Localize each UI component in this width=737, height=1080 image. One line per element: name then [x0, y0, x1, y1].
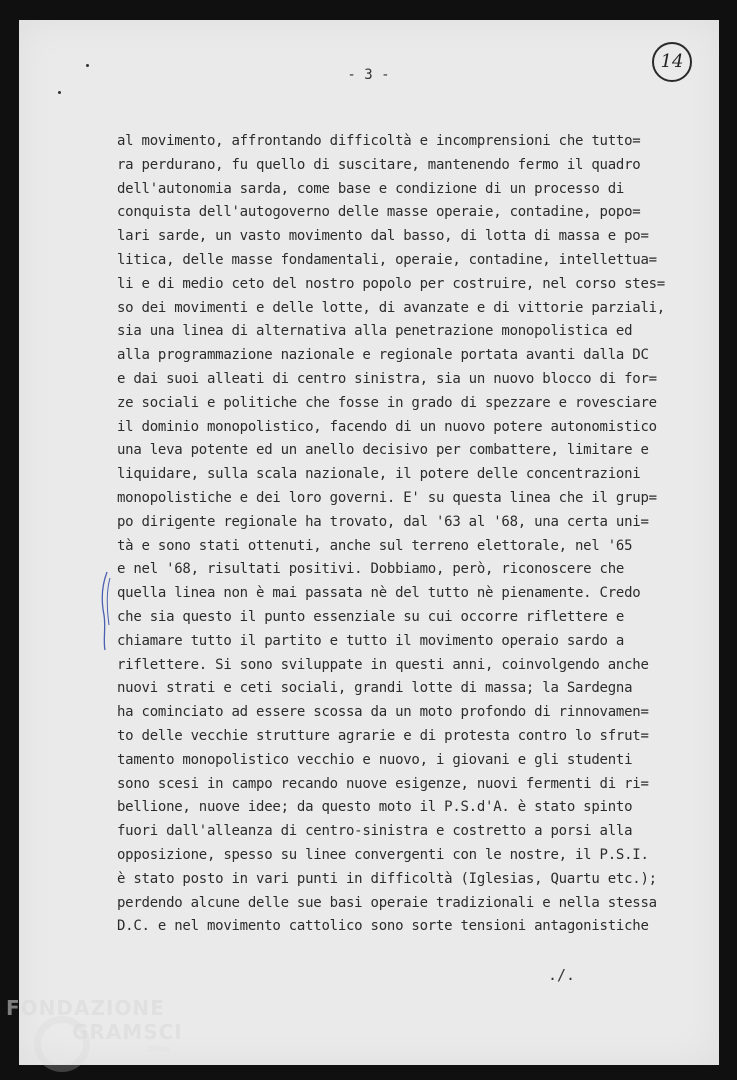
- text-line: so dei movimenti e delle lotte, di avanzate e di vittorie parziali,: [117, 299, 665, 316]
- text-line: liquidare, sulla scala nazionale, il potere delle concentrazioni: [117, 466, 641, 483]
- text-line: una leva potente ed un anello decisivo per combattere, limitare e: [117, 442, 649, 459]
- watermark-line2: GRAMSCI: [72, 1020, 183, 1044]
- paper-speck: [58, 91, 61, 94]
- fondazione-gramsci-watermark: [6, 996, 183, 1054]
- text-line: e nel '68, risultati positivi. Dobbiamo, però, riconoscere che: [117, 561, 625, 578]
- watermark-line3: onlus: [148, 1044, 170, 1053]
- text-line: fuori dall'alleanza di centro-sinistra e costretto a porsi alla: [117, 823, 633, 840]
- text-line: che sia questo il punto essenziale su cui occorre riflettere e: [117, 608, 625, 625]
- text-line: tà e sono stati ottenuti, anche sul terreno elettorale, nel '65: [117, 537, 633, 554]
- text-line: dell'autonomia sarda, come base e condizione di un processo di: [117, 180, 625, 197]
- text-line: to delle vecchie strutture agrarie e di protesta contro lo sfrut=: [117, 727, 649, 744]
- text-line: po dirigente regionale ha trovato, dal '63 al '68, una certa uni=: [117, 513, 649, 530]
- margin-bracket-mark: [98, 570, 114, 652]
- archive-number-circle: 14: [652, 42, 692, 82]
- text-line: ze sociali e politiche che fosse in grado di spezzare e rovesciare: [117, 394, 657, 411]
- text-line: sono scesi in campo recando nuove esigenze, nuovi fermenti di ri=: [117, 775, 649, 792]
- body-text: [117, 130, 677, 939]
- text-line: chiamare tutto il partito e tutto il movimento operaio sardo a: [117, 632, 625, 649]
- page-number: - 3 -: [347, 67, 390, 83]
- text-line: sia una linea di alternativa alla penetrazione monopolistica ed: [117, 323, 633, 340]
- text-line: tamento monopolistico vecchio e nuovo, i giovani e gli studenti: [117, 751, 633, 768]
- continuation-mark: ./.: [548, 966, 576, 984]
- text-line: quella linea non è mai passata nè del tutto nè pienamente. Credo: [117, 585, 641, 602]
- text-line: li e di medio ceto del nostro popolo per costruire, nel corso stes=: [117, 275, 665, 292]
- text-line: e dai suoi alleati di centro sinistra, sia un nuovo blocco di for=: [117, 370, 657, 387]
- text-line: ra perdurano, fu quello di suscitare, mantenendo fermo il quadro: [117, 156, 641, 173]
- text-line: opposizione, spesso su linee convergenti con le nostre, il P.S.I.: [117, 846, 649, 863]
- text-line: è stato posto in vari punti in difficoltà (Iglesias, Quartu etc.);: [117, 870, 657, 887]
- text-line: il dominio monopolistico, facendo di un nuovo potere autonomistico: [117, 418, 657, 435]
- text-line: monopolistiche e dei loro governi. E' su questa linea che il grup=: [117, 489, 657, 506]
- text-line: bellione, nuove idee; da questo moto il P.S.d'A. è stato spinto: [117, 799, 633, 816]
- text-line: D.C. e nel movimento cattolico sono sorte tensioni antagonistiche: [117, 918, 649, 935]
- text-line: ha cominciato ad essere scossa da un moto profondo di rinnovamen=: [117, 704, 649, 721]
- text-line: al movimento, affrontando difficoltà e incomprensioni che tutto=: [117, 133, 641, 149]
- watermark-line1: FONDAZIONE: [6, 996, 165, 1020]
- text-line: alla programmazione nazionale e regionale portata avanti dalla DC: [117, 347, 649, 364]
- text-line: litica, delle masse fondamentali, operaie, contadine, intellettua=: [117, 251, 657, 268]
- watermark-logo-circle: [34, 1016, 90, 1072]
- text-line: lari sarde, un vasto movimento dal basso, di lotta di massa e po=: [117, 228, 649, 245]
- text-line: perdendo alcune delle sue basi operaie tradizionali e nella stessa: [117, 894, 657, 911]
- text-line: riflettere. Si sono sviluppate in questi anni, coinvolgendo anche: [117, 656, 649, 673]
- text-line: nuovi strati e ceti sociali, grandi lotte di massa; la Sardegna: [117, 680, 633, 697]
- text-line: conquista dell'autogoverno delle masse operaie, contadine, popo=: [117, 204, 641, 221]
